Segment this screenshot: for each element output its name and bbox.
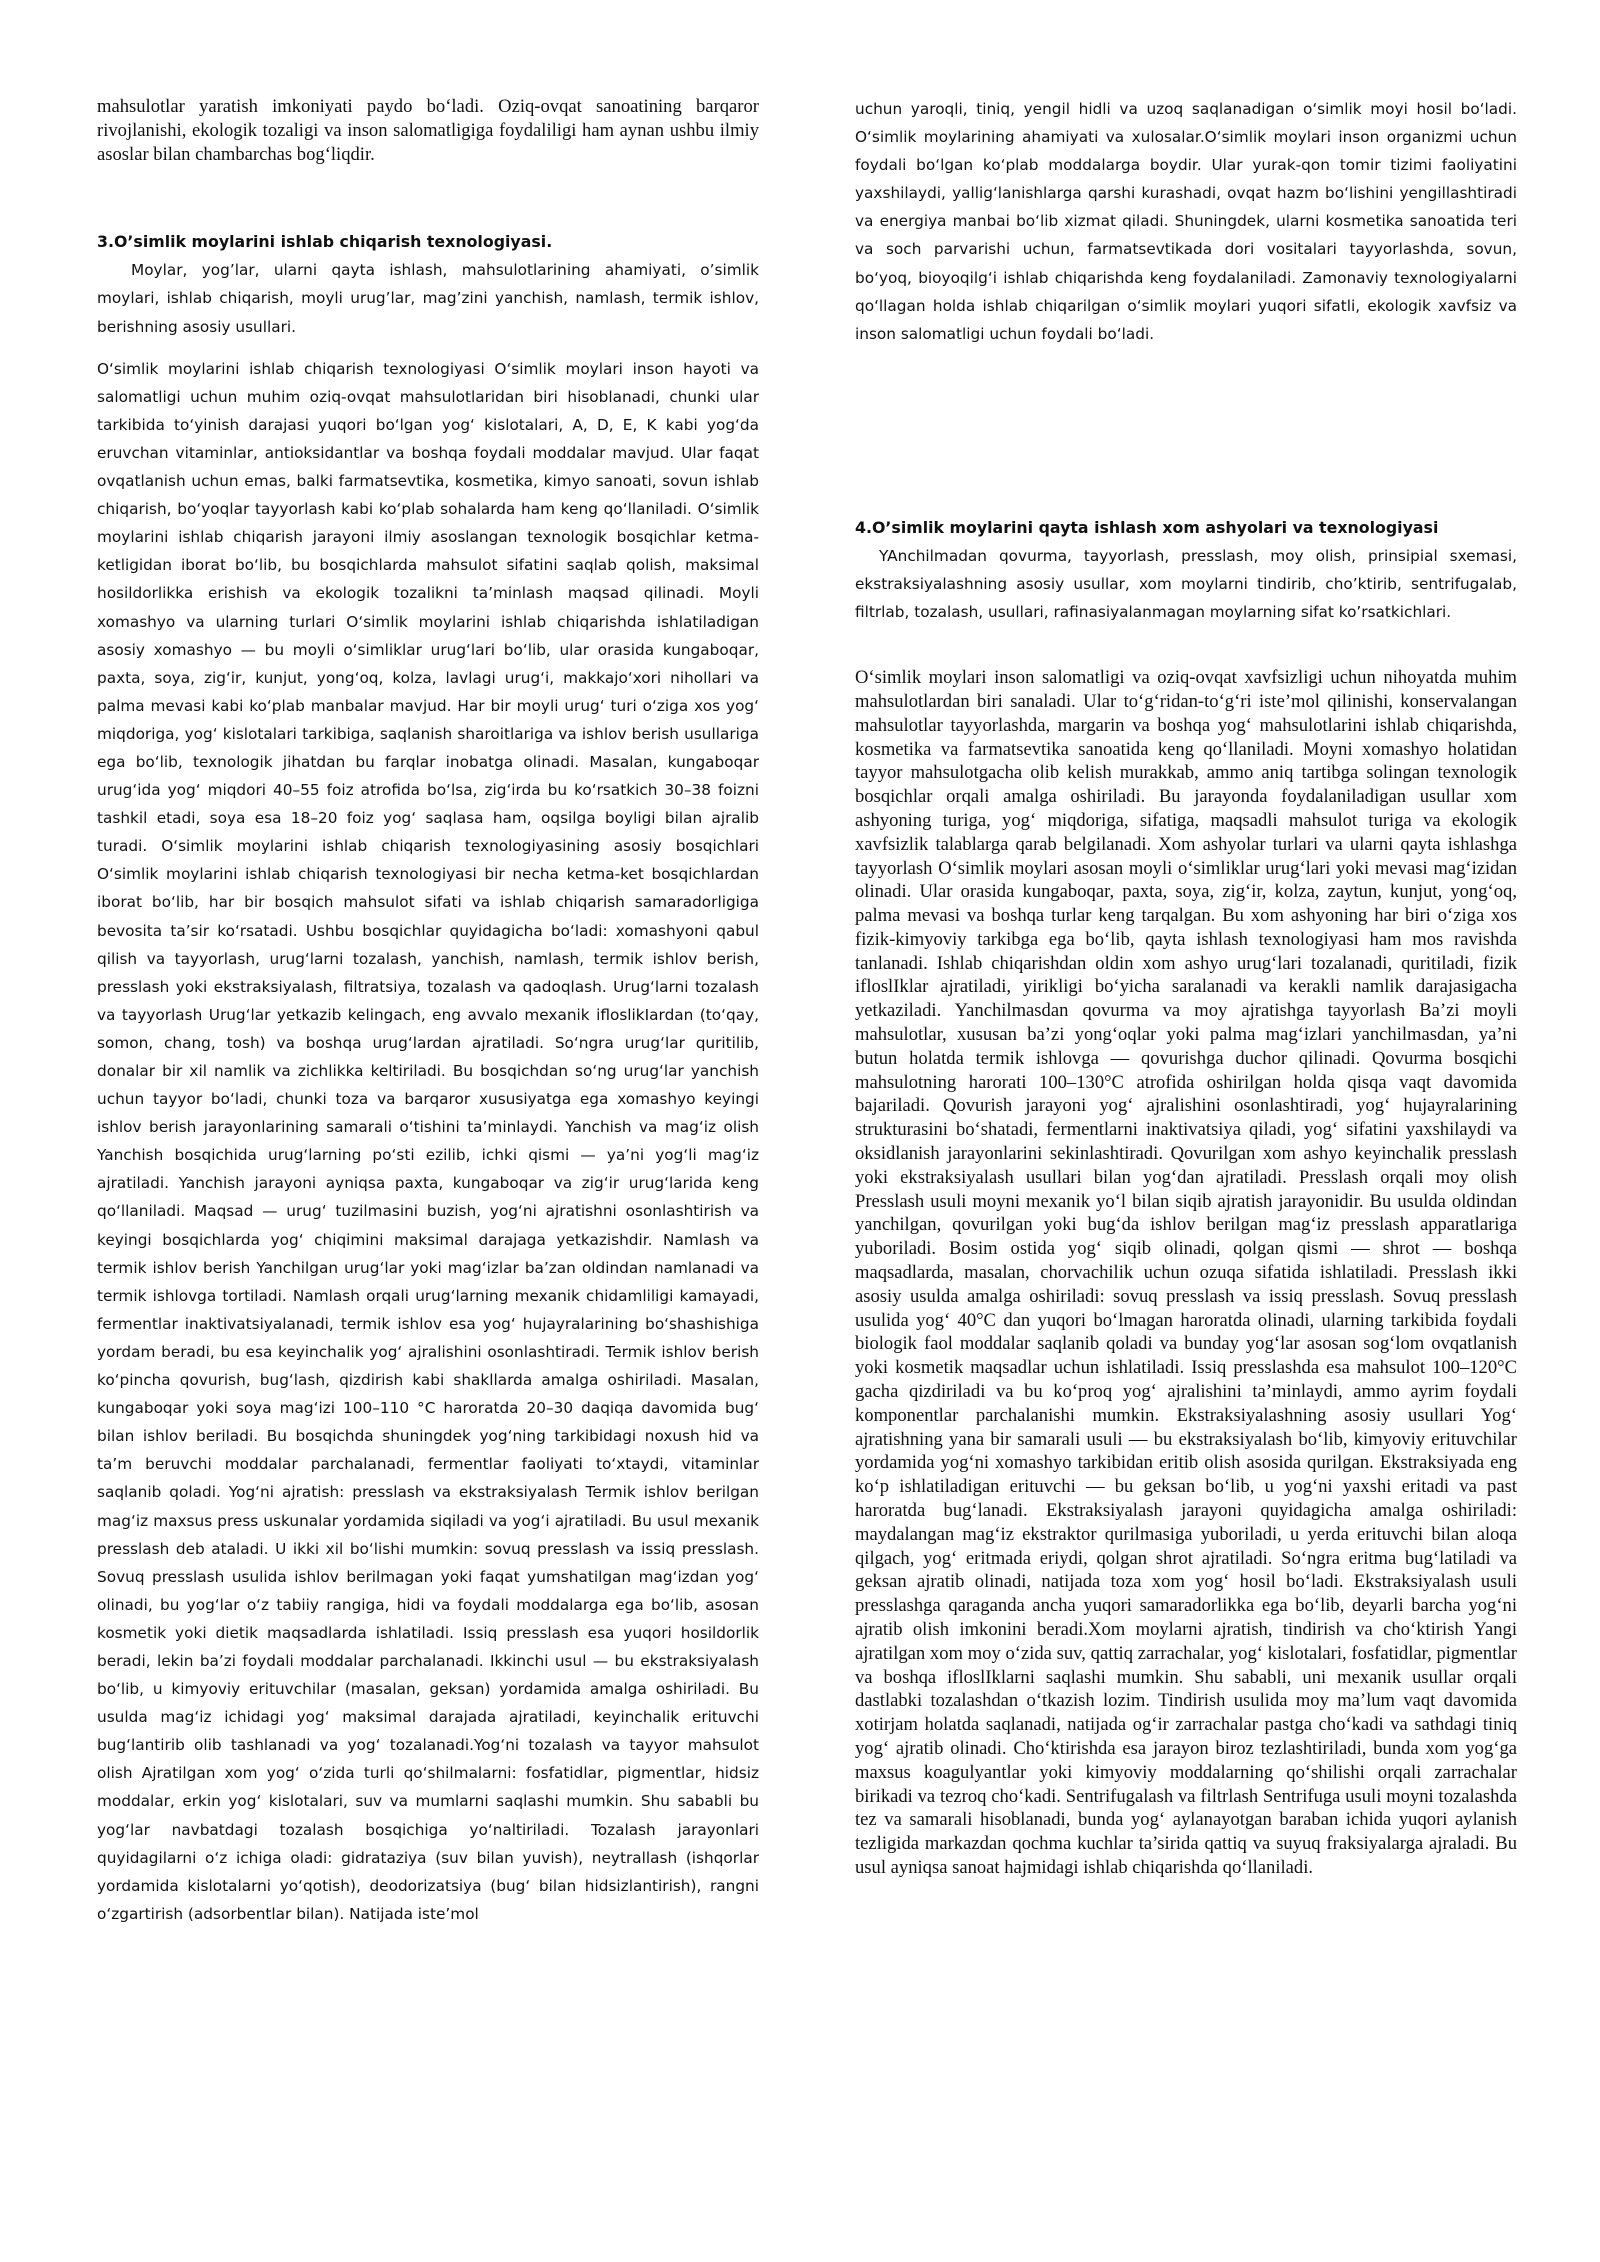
section-3-body: O‘simlik moylarini ishlab chiqarish texnologiyasi O‘simlik moylari inson hayoti va salomatligi uchun muhim oziq-ovqat mahsulotlaridan biri hisoblanadi, chunki ular tarkibida to‘yinish darajasi yuqori bo‘lgan yog‘ kislotalari, A, D, E, K kabi yog‘da eruvchan vitaminlar, antioksidantlar va boshqa foydali moddalar mavjud. Ular faqat ovqatlanish uchun emas, balki farmatsevtika, kosmetika, kimyo sanoati, sovun ishlab chiqarish, bo‘yoqlar tayyorlash kabi ko‘plab sohalarda ham keng qo‘llaniladi. O‘simlik moylarini ishlab chiqarish jarayoni ilmiy asoslangan texnologik bosqichlar ketma-ketligidan iborat bo‘lib, bu bosqichlarda mahsulot sifatini saqlab qolish, maksimal hosildorlikka erishish va ekologik tozalikni ta’minlash maqsad qilinadi. Moyli xomashyo va ularning turlari O‘simlik moylarini ishlab chiqarishda ishlatiladigan asosiy xomashyo — bu moyli o‘simliklar urug‘lari bo‘lib, ular orasida kungaboqar, paxta, soya, zig‘ir, kunjut, yong‘oq, kolza, lavlagi urug‘i, makkajo‘xori nihollari va palma mevasi kabi ko‘plab manbalar mavjud. Har bir moyli urug‘ turi o‘ziga xos yog‘ miqdoriga, yog‘ kislotalari tarkibiga, saqlanish sharoitlariga va ishlov berish usullariga ega bo‘lib, texnologik jihatdan bu farqlar inobatga olinadi. Masalan, kungaboqar urug‘ida yog‘ miqdori 40–55 foiz atrofida bo‘lsa, zig‘irda bu ko‘rsatkich 30–38 foizni tashkil etadi, soya esa 18–20 foiz yog‘ saqlasa ham, oqsilga boyligi bilan ajralib turadi. O‘simlik moylarini ishlab chiqarish texnologiyasining asosiy bosqichlari O‘simlik moylarini ishlab chiqarish texnologiyasi bir necha ketma-ket bosqichlardan iborat bo‘lib, har bir bosqich mahsulot sifati va ishlab chiqarish samaradorligiga bevosita ta’sir ko‘rsatadi. Ushbu bosqichlar quyidagicha bo‘ladi: xomashyoni qabul qilish va tayyorlash, urug‘larni tozalash, yanchish, namlash, termik ishlov berish, presslash yoki ekstraksiyalash, filtratsiya, tozalash va qadoqlash. Urug‘larni tozalash va tayyorlash Urug‘lar yetkazib kelingach, eng avvalo mexanik ifloslikIardan (to‘qay, somon, chang, tosh) va boshqa urug‘lardan ajratiladi. So‘ngra urug‘lar quritilib, donalar bir xil namlik va zichlikka keltiriladi. Bu bosqichdan so‘ng urug‘lar yanchish uchun tayyor bo‘ladi, chunki toza va barqaror xususiyatga ega xomashyo keyingi ishlov berish jarayonlarining samarali o‘tishini ta’minlaydi. Yanchish va mag‘iz olish Yanchish bosqichida urug‘larning po‘sti ezilib, ichki qismi — ya’ni yog‘li mag‘iz ajratiladi. Yanchish jarayoni ayniqsa paxta, kungaboqar va zig‘ir urug‘larida keng qo‘llaniladi. Maqsad — urug‘ tuzilmasini buzish, yog‘ni ajratishni osonlashtirish va keyingi bosqichlarda yog‘ chiqimini maksimal darajaga yetkazishdir. Namlash va termik ishlov berish Yanchilgan urug‘lar yoki mag‘izlar ba’zan oldindan namlanadi va termik ishlovga tortiladi. Namlash orqali urug‘larning mexanik chidamliligi kamayadi, fermentlar inaktivatsiyalanadi, termik ishlov esa yog‘ hujayralarining bo‘shashishiga yordam beradi, bu esa keyinchalik yog‘ ajralishini osonlashtiradi. Termik ishlov berish ko‘pincha qovurish, bug‘lash, qizdirish kabi shakllarda amalga oshiriladi. Masalan, kungaboqar yoki soya mag‘izi 100–110 °C haroratda 20–30 daqiqa davomida bug‘ bilan ishlov beriladi. Bu bosqichda shuningdek yog‘ning tarkibidagi noxush hid va ta’m beruvchi moddalar parchalanadi, fermentlar faoliyati to‘xtaydi, vitaminlar saqlanib qoladi. Yog‘ni ajratish: presslash va ekstraksiyalash Termik ishlov berilgan mag‘iz maxsus press uskunalar yordamida siqiladi va yog‘i ajratiladi. Bu usul mexanik presslash deb ataladi. U ikki xil bo‘lishi mumkin: sovuq presslash va issiq presslash. Sovuq presslash usulida ishlov berilmagan yoki faqat yumshatilgan mag‘izdan yog‘ olinadi, bu yog‘lar o‘z tabiiy rangiga, hidi va foydali moddalarga ega bo‘lib, asosan kosmetik yoki dietik maqsadlarda ishlatiladi. Issiq presslash esa yuqori hosildorlik beradi, lekin ba’zi foydali moddalar parchalanadi. Ikkinchi usul — bu ekstraksiyalash bo‘lib, u kimyoviy erituvchilar (masalan, geksan) yordamida amalga oshiriladi. Bu usulda mag‘iz ichidagi yog‘ maksimal darajada ajratiladi, keyinchalik erituvchi bug‘lantirib olib tashlanadi va yog‘ tozalanadi.Yog‘ni tozalash va tayyor mahsulot olish Ajratilgan xom yog‘ o‘zida turli qo‘shilmalarni: fosfatidlar, pigmentlar, hidsiz moddalar, erkin yog‘ kislotalari, suv va mumlarni saqlashi mumkin. Shu sababli bu yog‘lar navbatdagi tozalash bosqichiga yo‘naltiriladi. Tozalash jarayonlari quyidagilarni o‘z ichiga oladi: gidrataziya (suv bilan yuvish), neytrallash (ishqorlar yordamida kislotalarni yo‘qotish), deodorizatsiya (bug‘ bilan hidsizlantirish), rangni o‘zgartirish (adsorbentlar bilan). Natijada iste’mol [97,359,759,1923]
continuation-paragraph: uchun yaroqli, tiniq, yengil hidli va uzoq saqlanadigan o‘simlik moyi hosil bo‘ladi. O‘simlik moylarining ahamiyati va xulosalar.O‘simlik moylari inson organizmi uchun foydali bo‘lgan ko‘plab moddalarga boydir. Ular yurak-qon tomir tizimi faoliyatini yaxshilaydi, yallig‘lanishlarga qarshi kurashadi, ovqat hazm bo‘lishini yengillashtiradi va energiya manbai bo‘lib xizmat qiladi. Shuningdek, ularni kosmetika sanoatida teri va soch parvarishi uchun, farmatsevtikada dori vositalari tayyorlashda, sovun, bo‘yoq, bioyoqilg‘i ishlab chiqarishda keng foydalaniladi. Zamonaviy texnologiyalarni qo‘llagan holda ishlab chiqarilgan o‘simlik moylari yuqori sifatli, ekologik xavfsiz va inson salomatligi uchun foydali bo‘ladi. [855,100,1517,343]
section-4-keywords: YAnchilmadan qovurma, tayyorlash, presslash, moy olish, prinsipial sxemasi, ekstraksiyalashning asosiy usullar, xom moylarni tindirib, cho’ktirib, sentrifugalab, filtrlab, tozalash, usullari, rafinasiyalanmagan moylarning sifat ko’rsatkichlari. [855,546,1517,622]
section-4-body: O‘simlik moylari inson salomatligi va oziq-ovqat xavfsizligi uchun nihoyatda muhim mahsulotlardan biri sanaladi. Ular to‘g‘ridan-to‘g‘ri iste’mol qilinishi, konservalangan mahsulotlar tayyorlashda, margarin va boshqa yog‘ mahsulotlarini ishlab chiqarishda, kosmetika va farmatsevtika sanoatida keng qo‘llaniladi. Moyni xomashyo holatidan tayyor mahsulotgacha olib kelish murakkab, ammo aniq tartibga solingan texnologik bosqichlar orqali amalga oshiriladi. Bu jarayonda foydalaniladigan usullar xom ashyoning turiga, yog‘ miqdoriga, sifatiga, maqsadli mahsulot turiga va ekologik xavfsizlik talablarga qarab belgilanadi. Xom ashyolar turlari va ularni qayta ishlashga tayyorlash O‘simlik moylari asosan moyli o‘simliklar urug‘lari yoki mevasi mag‘izidan olinadi. Ular orasida kungaboqar, paxta, soya, zig‘ir, kolza, zaytun, kunjut, yong‘oq, palma mevasi va boshqa turlar keng tarqalgan. Bu xom ashyoning har biri o‘ziga xos fizik-kimyoviy tarkibga ega bo‘lib, qayta ishlash texnologiyasi ham mos ravishda tanlanadi. Ishlab chiqarishdan oldin xom ashyo urug‘lari tozalanadi, quritiladi, fizik ifloslIklar ajratiladi, yirikligi bo‘yicha saralanadi va kerakli namlik darajasigacha yetkaziladi. Yanchilmasdan qovurma va moy ajratishga tayyorlash Ba’zi moyli mahsulotlar, xususan ba’zi yong‘oqlar yoki palma mag‘izlari yanchilmasdan, ya’ni butun holatda termik ishlovga — qovurishga duchor qilinadi. Qovurma bosqichi mahsulotning harorati 100–130°C atrofida oshirilgan holda qisqa vaqt davomida bajariladi. Qovurish jarayoni yog‘ ajralishini osonlashtiradi, yog‘ hujayralarining strukturasini bo‘shatadi, fermentlarni inaktivatsiya qiladi, yog‘ sifatini yaxshilaydi va oksidlanish jarayonlarini sekinlashtiradi. Qovurilgan xom ashyo keyinchalik presslash yoki ekstraksiyalash usullari bilan yog‘dan ajratiladi. Presslash orqali moy olish Presslash usuli moyni mexanik yo‘l bilan siqib ajratish jarayonidir. Bu usulda oldindan yanchilgan, qovurilgan yoki bug‘da ishlov berilgan mag‘iz presslash apparatlariga yuboriladi. Bosim ostida yog‘ siqib olinadi, qolgan qismi — shrot — boshqa maqsadlarda, masalan, chorvachilik uchun ozuqa sifatida ishlatiladi. Presslash ikki asosiy usulda amalga oshiriladi: sovuq presslash va issiq presslash. Sovuq presslash usulida yog‘ 40°C dan yuqori bo‘lmagan haroratda olinadi, ularning tarkibida foydali biologik faol moddalar saqlanib qoladi va bunday yog‘lar asosan sog‘lom ovqatlanish yoki kosmetik maqsadlar uchun ishlatiladi. Issiq presslashda esa mahsulot 100–120°C gacha qizdiriladi va bu ko‘proq yog‘ ajralishini ta’minlaydi, ammo ayrim foydali komponentlar parchalanishi mumkin. Ekstraksiyalashning asosiy usullari Yog‘ ajratishning yana bir samarali usuli — bu ekstraksiyalash bo‘lib, kimyoviy erituvchilar yordamida yog‘ni xomashyo tarkibidan eritib olish asosida qurilgan. Ekstraksiyada eng ko‘p ishlatiladigan erituvchi — bu geksan bo‘lib, u yog‘ni yaxshi eritadi va past haroratda bug‘lanadi. Ekstraksiyalash jarayoni quyidagicha amalga oshiriladi: maydalangan mag‘iz ekstraktor qurilmasiga yuboriladi, u yerda erituvchi bilan aloqa qilgach, yog‘ eritmada eriydi, qolgan shrot ajratiladi. So‘ngra eritma bug‘latiladi va geksan ajratib olinadi, natijada toza xom yog‘ hosil bo‘ladi. Ekstraksiyalash usuli presslashga qaraganda ancha yuqori samaradorlikka ega bo‘lib, deyarli barcha yog‘ni ajratib olish imkonini beradi.Xom moylarni ajratish, tindirish va cho‘ktirish Yangi ajratilgan xom moy o‘zida suv, qattiq zarrachalar, yog‘ kislotalari, fosfatidlar, pigmentlar va boshqa ifloslIklarni saqlashi mumkin. Shu sababli, uni mexanik usullar orqali dastlabki tozalashdan o‘tkazish lozim. Tindirish usulida moy ma’lum vaqt davomida xotirjam holatda saqlanadi, natijada og‘ir zarrachalar pastga cho‘kadi va sathdagi tiniq yog‘ ajratib olinadi. Cho‘ktirishda esa jarayon biroz tezlashtiriladi, bunda xom yog‘ga maxsus koagulyantlar yoki kimyoviy moddalarning qo‘shilishi orqali zarrachalar birikadi va tezroq cho‘kadi. Sentrifugalash va filtrlash Sentrifuga usuli moyni tozalashda tez va samarali hisoblanadi, bunda yog‘ aylanayotgan baraban ichida yuqori aylanish tezligida markazdan qochma kuchlar ta’sirida qattiq va suyuq fraksiyalarga ajraladi. Bu usul ayniqsa sanoat hajmidagi ishlab chiqarishda qo‘llaniladi. [855,667,1517,1878]
left-column [97,95,759,1928]
right-column [855,95,1517,1880]
section-3-keywords: Moylar, yog’lar, ularni qayta ishlash, mahsulotlarining ahamiyati, o’simlik moylari, ishlab chiqarish, moyli urug’lar, mag’zini yanchish, namlash, termik ishlov, berishning asosiy usullari. [97,261,759,336]
section-4-title: 4.O’simlik moylarini qayta ishlash xom ashyolari va texnologiyasi [855,517,1439,537]
intro-paragraph: mahsulotlar yaratish imkoniyati paydo bo‘ladi. Oziq-ovqat sanoatining barqaror rivojlanishi, ekologik tozaligi va inson salomatligiga foydaliligi ham aynan ushbu ilmiy asoslar bilan chambarchas bog‘liqdir. [97,96,759,165]
section-3-title: 3.O’simlik moylarini ishlab chiqarish texnologiyasi. [97,232,553,252]
